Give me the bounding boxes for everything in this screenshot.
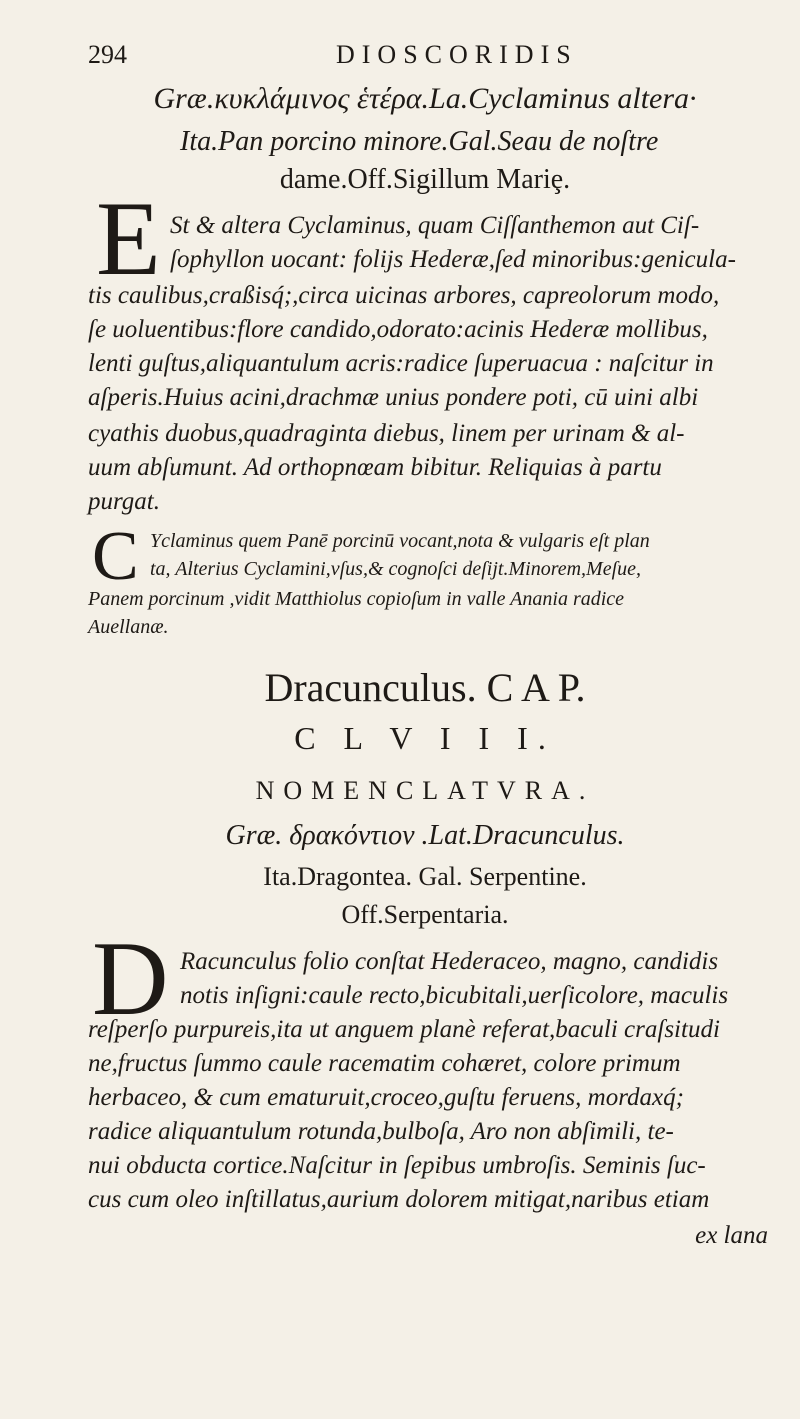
dracunculus-text-line-9: ex lana bbox=[695, 1222, 768, 1249]
drop-cap-d: D bbox=[92, 920, 169, 1037]
cyclaminus-text-line-8: uum abſumunt. Ad orthopnœam bibitur. Reliquias à partu bbox=[88, 454, 662, 481]
cyclaminus-text-line-1: St & altera Cyclaminus, quam Ciſſanthemon aut Ciſ- bbox=[170, 212, 700, 239]
cyclaminus-text-line-2: ſophyllon uocant: folijs Hederæ,ſed minoribus:genicula- bbox=[170, 246, 736, 273]
cyclaminus-nomenclature-line-3: dame.Off.Sigillum Mariȩ. bbox=[279, 164, 571, 195]
cyclaminus-note-line-4: Auellanæ. bbox=[88, 616, 169, 638]
cyclaminus-text-line-6: aſperis.Huius acini,drachmæ unius pondere poti, cū uini albi bbox=[88, 384, 699, 411]
cyclaminus-text-line-5: lenti guſtus,aliquantulum acris:radice ſuperuacua : naſcitur in bbox=[88, 350, 714, 377]
nomenclatura-heading: NOMENCLATVRA. bbox=[255, 776, 595, 805]
dracunculus-text-line-1: Racunculus folio conſtat Hederaceo, magno, candidis bbox=[180, 948, 719, 975]
cyclaminus-note-line-3: Panem porcinum ,vidit Matthiolus copioſum in valle Anania radice bbox=[88, 588, 625, 610]
cyclaminus-note-line-2: ta, Alterius Cyclamini,vſus,& cognoſci deſijt.Minorem,Meſue, bbox=[150, 558, 642, 580]
chapter-title: Dracunculus. C A P. bbox=[264, 665, 586, 710]
cyclaminus-nomenclature-line-1: Græ.κυκλάμινος ἑτέρα.La.Cyclaminus altera· bbox=[153, 82, 697, 115]
drop-cap-c: C bbox=[92, 518, 139, 595]
cyclaminus-nomenclature-line-2: Ita.Pan porcino minore.Gal.Seau de noſtre bbox=[180, 126, 659, 157]
chapter-number: C L V I I I. bbox=[294, 720, 556, 756]
dracunculus-text-line-3: reſperſo purpureis,ita ut anguem planè referat,baculi craſsitudi bbox=[88, 1016, 720, 1043]
cyclaminus-text-line-9: purgat. bbox=[88, 488, 160, 515]
dracunculus-text-line-6: radice aliquantulum rotunda,bulboſa, Aro non abſimili, te- bbox=[88, 1118, 674, 1145]
dracunculus-text-line-8: cus cum oleo inſtillatus,aurium dolorem mitigat,naribus etiam bbox=[88, 1186, 710, 1213]
drop-cap-e: E bbox=[96, 180, 161, 297]
dracunculus-text-line-7: nui obducta cortice.Naſcitur in ſepibus umbroſis. Seminis ſuc- bbox=[88, 1152, 706, 1179]
cyclaminus-text-line-7: cyathis duobus,quadraginta diebus, linem per urinam & al- bbox=[88, 420, 685, 447]
cyclaminus-text-line-4: ſe uoluentibus:flore candido,odorato:acinis Hederæ mollibus, bbox=[88, 316, 708, 343]
cyclaminus-text-line-3: tis caulibus,craßisq́;,circa uicinas arbores, capreolorum modo, bbox=[88, 282, 720, 309]
dracunculus-nomenclature-line-1: Græ. δρακόντιον .Lat.Dracunculus. bbox=[225, 820, 625, 851]
dracunculus-text-line-4: ne,fructus ſummo caule racematim cohæret, colore primum bbox=[88, 1050, 681, 1077]
dracunculus-text-line-2: notis inſigni:caule recto,bicubitali,uerſicolore, maculis bbox=[180, 982, 729, 1009]
dracunculus-nomenclature-line-2: Ita.Dragontea. Gal. Serpentine. bbox=[263, 862, 587, 891]
dracunculus-text-line-5: herbaceo, & cum ematuruit,croceo,guſtu feruens, mordaxq́; bbox=[88, 1084, 684, 1111]
running-head bbox=[88, 40, 768, 76]
dracunculus-nomenclature-line-3: Off.Serpentaria. bbox=[341, 900, 509, 929]
cyclaminus-note-line-1: Yclaminus quem Panē porcinū vocant,nota & vulgaris eſt plan bbox=[150, 530, 650, 552]
page-number: 294 bbox=[88, 40, 127, 69]
running-title: DIOSCORIDIS bbox=[336, 40, 578, 69]
